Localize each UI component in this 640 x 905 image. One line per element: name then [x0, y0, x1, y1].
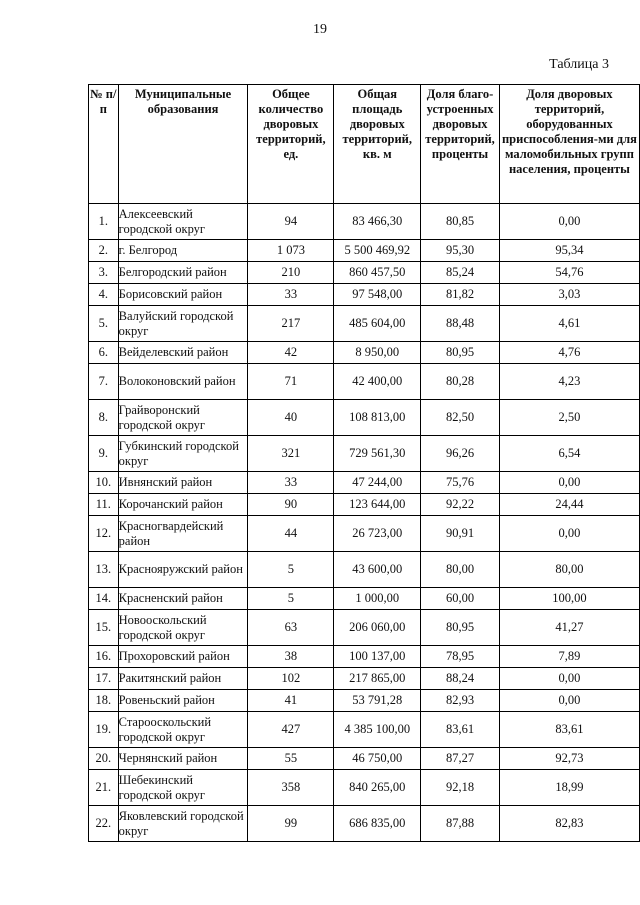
improved-share-cell: 60,00	[421, 588, 500, 610]
yard-count-cell: 71	[248, 364, 334, 400]
accessible-share-cell: 4,23	[499, 364, 639, 400]
table-row	[89, 342, 640, 364]
yard-area-cell: 1 000,00	[334, 588, 421, 610]
yard-area-cell: 206 060,00	[334, 610, 421, 646]
yard-area-cell: 4 385 100,00	[334, 712, 421, 748]
table-row	[89, 552, 640, 588]
table-row	[89, 588, 640, 610]
table-body	[89, 204, 640, 842]
accessible-share-cell: 95,34	[499, 240, 639, 262]
header-cell-municipality: Муниципальные образования	[118, 85, 248, 204]
municipality-name-cell: Яковлевский городской округ	[118, 806, 248, 842]
data-table	[88, 84, 640, 842]
improved-share-cell: 82,50	[421, 400, 500, 436]
table-row	[89, 400, 640, 436]
row-number-cell: 5.	[89, 306, 119, 342]
yard-area-cell: 26 723,00	[334, 516, 421, 552]
improved-share-cell: 80,28	[421, 364, 500, 400]
municipality-name-cell: Прохоровский район	[118, 646, 248, 668]
accessible-share-cell: 0,00	[499, 516, 639, 552]
row-number-cell: 14.	[89, 588, 119, 610]
row-number-cell: 2.	[89, 240, 119, 262]
table-row	[89, 712, 640, 748]
yard-area-cell: 123 644,00	[334, 494, 421, 516]
row-number-cell: 4.	[89, 284, 119, 306]
header-cell-accessible-share: Доля дворовых территорий, оборудованных приспособления-ми для маломобильных групп населения, проценты	[499, 85, 639, 204]
yard-area-cell: 108 813,00	[334, 400, 421, 436]
yard-area-cell: 860 457,50	[334, 262, 421, 284]
row-number-cell: 1.	[89, 204, 119, 240]
municipality-name-cell: Красногвардейский район	[118, 516, 248, 552]
municipality-name-cell: Белгородский район	[118, 262, 248, 284]
municipality-name-cell: Волоконовский район	[118, 364, 248, 400]
yard-count-cell: 5	[248, 552, 334, 588]
municipality-name-cell: Корочанский район	[118, 494, 248, 516]
improved-share-cell: 78,95	[421, 646, 500, 668]
accessible-share-cell: 0,00	[499, 668, 639, 690]
table-row	[89, 364, 640, 400]
table-caption: Таблица 3	[549, 57, 609, 72]
yard-count-cell: 33	[248, 472, 334, 494]
improved-share-cell: 95,30	[421, 240, 500, 262]
row-number-cell: 12.	[89, 516, 119, 552]
table-row	[89, 240, 640, 262]
row-number-cell: 16.	[89, 646, 119, 668]
accessible-share-cell: 83,61	[499, 712, 639, 748]
yard-count-cell: 38	[248, 646, 334, 668]
yard-area-cell: 42 400,00	[334, 364, 421, 400]
page-number: 19	[313, 22, 327, 37]
municipality-name-cell: Алексеевский городской округ	[118, 204, 248, 240]
header-cell-number: № п/п	[89, 85, 119, 204]
yard-count-cell: 41	[248, 690, 334, 712]
yard-area-cell: 217 865,00	[334, 668, 421, 690]
municipality-name-cell: Чернянский район	[118, 748, 248, 770]
improved-share-cell: 90,91	[421, 516, 500, 552]
row-number-cell: 3.	[89, 262, 119, 284]
yard-area-cell: 97 548,00	[334, 284, 421, 306]
municipality-name-cell: Старооскольский городской округ	[118, 712, 248, 748]
municipality-name-cell: Губкинский городской округ	[118, 436, 248, 472]
improved-share-cell: 87,88	[421, 806, 500, 842]
accessible-share-cell: 82,83	[499, 806, 639, 842]
improved-share-cell: 80,00	[421, 552, 500, 588]
municipality-name-cell: Ивнянский район	[118, 472, 248, 494]
row-number-cell: 10.	[89, 472, 119, 494]
table-row	[89, 284, 640, 306]
improved-share-cell: 87,27	[421, 748, 500, 770]
row-number-cell: 6.	[89, 342, 119, 364]
table-row	[89, 668, 640, 690]
accessible-share-cell: 92,73	[499, 748, 639, 770]
accessible-share-cell: 3,03	[499, 284, 639, 306]
improved-share-cell: 92,22	[421, 494, 500, 516]
header-cell-improved-share: Доля благо-устроенных дворовых территорий, проценты	[421, 85, 500, 204]
table-row	[89, 806, 640, 842]
table-row	[89, 494, 640, 516]
improved-share-cell: 92,18	[421, 770, 500, 806]
yard-area-cell: 43 600,00	[334, 552, 421, 588]
accessible-share-cell: 4,61	[499, 306, 639, 342]
row-number-cell: 18.	[89, 690, 119, 712]
improved-share-cell: 80,95	[421, 610, 500, 646]
improved-share-cell: 96,26	[421, 436, 500, 472]
yard-area-cell: 729 561,30	[334, 436, 421, 472]
municipality-name-cell: Грайворонский городской округ	[118, 400, 248, 436]
municipality-name-cell: Красненский район	[118, 588, 248, 610]
yard-area-cell: 47 244,00	[334, 472, 421, 494]
row-number-cell: 21.	[89, 770, 119, 806]
municipality-name-cell: Борисовский район	[118, 284, 248, 306]
yard-count-cell: 44	[248, 516, 334, 552]
table-row	[89, 436, 640, 472]
improved-share-cell: 75,76	[421, 472, 500, 494]
yard-count-cell: 102	[248, 668, 334, 690]
yard-count-cell: 94	[248, 204, 334, 240]
yard-area-cell: 100 137,00	[334, 646, 421, 668]
yard-count-cell: 99	[248, 806, 334, 842]
municipality-name-cell: Вейделевский район	[118, 342, 248, 364]
row-number-cell: 8.	[89, 400, 119, 436]
accessible-share-cell: 7,89	[499, 646, 639, 668]
yard-count-cell: 321	[248, 436, 334, 472]
accessible-share-cell: 0,00	[499, 472, 639, 494]
improved-share-cell: 88,48	[421, 306, 500, 342]
table-row	[89, 262, 640, 284]
header-cell-count: Общее количество дворовых территорий, ед.	[248, 85, 334, 204]
row-number-cell: 9.	[89, 436, 119, 472]
yard-area-cell: 840 265,00	[334, 770, 421, 806]
table-row	[89, 472, 640, 494]
accessible-share-cell: 18,99	[499, 770, 639, 806]
yard-area-cell: 485 604,00	[334, 306, 421, 342]
yard-area-cell: 46 750,00	[334, 748, 421, 770]
municipality-name-cell: Краснояружский район	[118, 552, 248, 588]
header-row	[89, 85, 640, 204]
row-number-cell: 22.	[89, 806, 119, 842]
table-row	[89, 204, 640, 240]
yard-count-cell: 42	[248, 342, 334, 364]
yard-count-cell: 55	[248, 748, 334, 770]
yard-area-cell: 8 950,00	[334, 342, 421, 364]
table-row	[89, 516, 640, 552]
accessible-share-cell: 6,54	[499, 436, 639, 472]
accessible-share-cell: 0,00	[499, 204, 639, 240]
yard-count-cell: 1 073	[248, 240, 334, 262]
municipality-name-cell: г. Белгород	[118, 240, 248, 262]
yard-count-cell: 210	[248, 262, 334, 284]
municipality-name-cell: Новооскольский городской округ	[118, 610, 248, 646]
improved-share-cell: 85,24	[421, 262, 500, 284]
accessible-share-cell: 2,50	[499, 400, 639, 436]
table-row	[89, 610, 640, 646]
improved-share-cell: 81,82	[421, 284, 500, 306]
yard-count-cell: 33	[248, 284, 334, 306]
yard-count-cell: 63	[248, 610, 334, 646]
improved-share-cell: 82,93	[421, 690, 500, 712]
improved-share-cell: 80,85	[421, 204, 500, 240]
accessible-share-cell: 0,00	[499, 690, 639, 712]
table-row	[89, 306, 640, 342]
row-number-cell: 19.	[89, 712, 119, 748]
accessible-share-cell: 100,00	[499, 588, 639, 610]
row-number-cell: 11.	[89, 494, 119, 516]
yard-count-cell: 427	[248, 712, 334, 748]
yard-count-cell: 217	[248, 306, 334, 342]
row-number-cell: 13.	[89, 552, 119, 588]
yard-count-cell: 40	[248, 400, 334, 436]
yard-area-cell: 5 500 469,92	[334, 240, 421, 262]
row-number-cell: 17.	[89, 668, 119, 690]
table-row	[89, 770, 640, 806]
table-row	[89, 748, 640, 770]
municipality-name-cell: Ракитянский район	[118, 668, 248, 690]
municipality-name-cell: Валуйский городской округ	[118, 306, 248, 342]
table-row	[89, 690, 640, 712]
yard-area-cell: 53 791,28	[334, 690, 421, 712]
accessible-share-cell: 54,76	[499, 262, 639, 284]
municipality-name-cell: Шебекинский городской округ	[118, 770, 248, 806]
accessible-share-cell: 80,00	[499, 552, 639, 588]
header-cell-area: Общая площадь дворовых территорий, кв. м	[334, 85, 421, 204]
yard-count-cell: 358	[248, 770, 334, 806]
accessible-share-cell: 41,27	[499, 610, 639, 646]
yard-area-cell: 83 466,30	[334, 204, 421, 240]
yard-area-cell: 686 835,00	[334, 806, 421, 842]
accessible-share-cell: 4,76	[499, 342, 639, 364]
row-number-cell: 7.	[89, 364, 119, 400]
accessible-share-cell: 24,44	[499, 494, 639, 516]
improved-share-cell: 83,61	[421, 712, 500, 748]
improved-share-cell: 88,24	[421, 668, 500, 690]
improved-share-cell: 80,95	[421, 342, 500, 364]
yard-count-cell: 90	[248, 494, 334, 516]
row-number-cell: 15.	[89, 610, 119, 646]
yard-count-cell: 5	[248, 588, 334, 610]
row-number-cell: 20.	[89, 748, 119, 770]
municipality-name-cell: Ровеньский район	[118, 690, 248, 712]
table-row	[89, 646, 640, 668]
